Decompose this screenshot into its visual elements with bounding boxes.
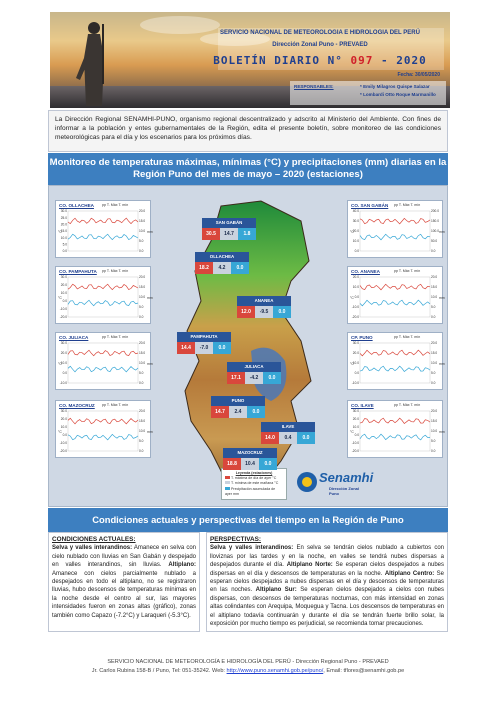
tick-label-left: 10.0	[60, 291, 67, 296]
tick-label-right: 10.0	[139, 295, 146, 300]
tick-label-right: 150.0	[431, 219, 439, 224]
pp-value: 0.0	[263, 372, 281, 384]
tick-label-right: 10.0	[139, 229, 146, 234]
tick-label-right: 5.0	[431, 439, 436, 444]
tick-label-left: -10.0	[351, 305, 359, 310]
senamhi-logo	[295, 468, 374, 496]
tick-label-right: 15.0	[139, 285, 146, 290]
station-values	[202, 228, 256, 240]
statue-icon	[74, 18, 114, 108]
chart-legend: pp T. Máx T. mín	[102, 403, 129, 407]
tick-label-left: 20.0	[60, 351, 67, 356]
tick-label-right: 15.0	[139, 219, 146, 224]
pp-value: 0.0	[259, 458, 277, 470]
tick-label-right: 0.0	[139, 315, 144, 320]
tick-label-left: 0.0	[354, 433, 359, 438]
chart-legend: pp T. Máx T. mín	[102, 335, 129, 339]
tick-label-left: -20.0	[59, 449, 67, 454]
tick-label-right: 10.0	[139, 429, 146, 434]
bulletin-year: - 2020	[380, 54, 427, 67]
bulletin-prefix: BOLETÍN DIARIO N°	[213, 54, 343, 67]
station-chart-juliaca	[55, 332, 151, 390]
axis-unit-left: °C	[58, 296, 62, 300]
station-label: OLLACHEA	[195, 252, 249, 262]
chart-legend: pp T. Máx T. mín	[394, 403, 421, 407]
station-label: MAZOCRUZ	[223, 448, 277, 458]
pp-value: 0.0	[231, 262, 249, 274]
intro-paragraph: La Dirección Regional SENAMHI-PUNO, organismo regional descentralizado y adscrito al Ministerio del Ambiente. Con fines de informar a la población y entes gubernamentales de la Región, edita el presente boletín, sobre monitoreo de las condiciones meteorológicas para el día y los escenarios para los próximos días.	[48, 110, 448, 152]
tick-label-right: 50.0	[431, 239, 438, 244]
axis-unit-right: mm	[147, 230, 153, 234]
plot-frame	[360, 277, 430, 317]
tick-label-left: -20.0	[59, 315, 67, 320]
tick-label-right: 20.0	[431, 275, 438, 280]
plot-frame	[360, 211, 430, 251]
bulletin-title	[190, 54, 450, 67]
chart-title: CP. PUNO	[351, 335, 373, 340]
tick-label-left: 40.0	[352, 209, 359, 214]
station-values	[195, 262, 249, 274]
tmax-value: 18.8	[223, 458, 241, 470]
axis-unit-right: mm	[439, 362, 445, 366]
chart-plot	[348, 333, 445, 389]
plot-frame	[360, 411, 430, 451]
bulletin-number: 097	[350, 54, 374, 67]
chart-legend: pp T. Máx T. mín	[394, 203, 421, 207]
tick-label-left: 0.0	[354, 295, 359, 300]
axis-unit-right: mm	[439, 296, 445, 300]
chart-title: CO. MAZOCRUZ	[59, 403, 95, 408]
station-label: SAN GABÁN	[202, 218, 256, 228]
tmax-line	[360, 350, 430, 356]
tick-label-left: 0.0	[62, 371, 67, 376]
tmax-line	[68, 284, 138, 289]
sun-icon	[295, 470, 319, 494]
tick-label-left: -10.0	[59, 381, 67, 386]
perspectives	[206, 532, 448, 632]
tmax-line	[360, 218, 430, 224]
tick-label-left: 0.0	[62, 299, 67, 304]
tmin-line	[360, 300, 430, 306]
tick-label-left: 30.0	[60, 209, 67, 214]
chart-plot	[348, 267, 445, 323]
tmax-line	[68, 218, 138, 224]
tmax-value: 14.7	[211, 406, 229, 418]
pp-value: 0.0	[247, 406, 265, 418]
tmax-value: 30.5	[202, 228, 220, 240]
axis-unit-right: mm	[147, 430, 153, 434]
station-values	[227, 372, 281, 384]
tick-label-left: 5.0	[62, 242, 67, 247]
tmax-value: 12.0	[237, 306, 255, 318]
tick-label-right: 0.0	[139, 249, 144, 254]
tick-label-left: -10.0	[351, 381, 359, 386]
legend-item: T. mínima de este mañana °C	[225, 481, 283, 486]
current-heading: CONDICIONES ACTUALES:	[52, 536, 136, 543]
monitoring-title: Monitoreo de temperaturas máximas, mínimas (°C) y precipitaciones (mm) diarias en la Región Puno del mes de mayo – 2020 (estaciones)	[48, 153, 448, 185]
chart-legend: pp T. Máx T. mín	[102, 269, 129, 273]
axis-unit-left: °C	[350, 296, 354, 300]
tick-label-left: 10.0	[352, 361, 359, 366]
tick-label-right: 15.0	[431, 351, 438, 356]
tmin-value: 0.4	[279, 432, 297, 444]
tick-label-left: 0.0	[354, 371, 359, 376]
chart-plot	[56, 267, 153, 323]
tick-label-left: 10.0	[60, 361, 67, 366]
tmin-line	[68, 366, 138, 372]
pp-value: 0.0	[273, 306, 291, 318]
legend-item: T. máxima de día de ayer °C	[225, 476, 283, 481]
logo-subtitle: Dirección Zonal Puno	[329, 486, 360, 496]
tick-label-right: 20.0	[139, 209, 146, 214]
chart-legend: pp T. Máx T. mín	[102, 203, 129, 207]
tmax-value: 18.2	[195, 262, 213, 274]
tmin-line	[360, 434, 430, 440]
tick-label-right: 20.0	[139, 275, 146, 280]
tick-label-right: 0.0	[431, 315, 436, 320]
axis-unit-left: °C	[350, 230, 354, 234]
tick-label-left: 20.0	[352, 229, 359, 234]
axis-unit-left: °C	[58, 362, 62, 366]
tick-label-right: 20.0	[431, 409, 438, 414]
perspectives-text: Selva y valles interandinos: En selva se tendrán cielos nublado a cubiertos con lloviznas por las tardes y en la noche, en valles se tendrá nubes dispersas a despejados durante el día. Altiplano Norte: Se esperan cielos despejados a nubes dispersas en el día y descensos de temperaturas en la noche. Altiplano Centro: Se esperan cielos despejados a nubes dispersas en el día y descensos de temperaturas en las noches. Altiplano Sur: Se esperan cielos despejados a cielos con nubes dispersas, con descensos de temperaturas nocturnas, con más intensidad en zonas altas colindantes con Arequipa, Moquegua y Tacna. Los descensos de temperaturas en el altiplano todavía continuarán y durante el día se tendrán fuerte brillo solar, la exposición por mucho tiempo es perjudicial, se recomienda tomar precauciones.	[210, 545, 445, 628]
tmin-line	[360, 234, 430, 240]
tick-label-left: 20.0	[60, 417, 67, 422]
tick-label-left: 10.0	[352, 425, 359, 430]
axis-unit-right: mm	[439, 430, 445, 434]
legend-item: Precipitación acumulada de ayer mm	[225, 486, 276, 496]
chart-plot	[348, 401, 445, 457]
axis-unit-right: mm	[439, 230, 445, 234]
current-text: Selva y valles interandinos: Amanece en selva con cielo nublado con lluvias en San Gabán y despejado en valles interandinos, sin lluvias. Altiplano: Amanece con cielos parcialmente nublado a despejados en todo el altiplano, no se registraron lluvias, hubo descensos de temperaturas mínimas en la noche desde el centro al sur, las mayores intensidades fueron en zonas altas (gráfico), zonas también como Capazo (-7.2°C) y Laraqueri (-5.3°C).	[52, 545, 196, 619]
responsible-name: * Lombardi Otto Roque Marmanillo	[360, 92, 436, 97]
pp-value: 0.0	[213, 342, 231, 354]
tick-label-right: 10.0	[431, 295, 438, 300]
tick-label-left: 30.0	[60, 409, 67, 414]
axis-unit-left: °C	[58, 230, 62, 234]
responsibles-box	[290, 81, 446, 105]
logo-name: Senamhi	[319, 470, 374, 485]
tick-label-right: 0.0	[139, 449, 144, 454]
monitoring-panel	[48, 185, 448, 507]
tick-label-left: -20.0	[351, 449, 359, 454]
header-banner	[50, 12, 450, 108]
tick-label-left: 25.0	[60, 215, 67, 220]
station-label: JULIACA	[227, 362, 281, 372]
chart-legend: pp T. Máx T. mín	[394, 269, 421, 273]
tmax-value: 14.4	[177, 342, 195, 354]
tick-label-right: 5.0	[139, 439, 144, 444]
bulletin-date: Fecha: 30/05/2020	[397, 72, 440, 78]
tick-label-right: 0.0	[431, 249, 436, 254]
tick-label-right: 10.0	[431, 361, 438, 366]
tmax-line	[68, 350, 138, 356]
tick-label-left: 10.0	[60, 425, 67, 430]
pp-value: 1.8	[238, 228, 256, 240]
tick-label-left: 30.0	[60, 275, 67, 280]
station-label: ILAVE	[261, 422, 315, 432]
chart-title: CO. SAN GABÁN	[351, 203, 389, 208]
axis-unit-left: °C	[58, 430, 62, 434]
station-values	[223, 458, 277, 470]
chart-plot	[56, 401, 153, 457]
chart-title: CO. ILAVE	[351, 403, 374, 408]
tick-label-right: 20.0	[139, 409, 146, 414]
station-chart-ollachea	[55, 200, 151, 258]
tmin-line	[360, 366, 430, 371]
chart-plot	[348, 201, 445, 257]
plot-frame	[68, 343, 138, 383]
tick-label-right: 20.0	[139, 341, 146, 346]
station-chart-sangaban	[347, 200, 443, 258]
plot-frame	[68, 277, 138, 317]
footer	[40, 658, 456, 676]
office-name: Dirección Zonal Puno - PREVAED	[272, 42, 368, 48]
plot-frame	[360, 343, 430, 383]
tick-label-left: 30.0	[60, 341, 67, 346]
tmin-value: -7.0	[195, 342, 213, 354]
tmax-line	[360, 284, 430, 290]
tick-label-left: -20.0	[351, 315, 359, 320]
tick-label-right: 15.0	[431, 285, 438, 290]
footer-line: Jr. Carlos Rubina 158-B / Puno, Tel: 051-35242. Web: http://www.puno.senamhi.gob.pe/puno/, Email: tflores@senamhi.gob.pe	[91, 668, 405, 674]
tmin-value: 2.4	[229, 406, 247, 418]
tick-label-right: 15.0	[139, 351, 146, 356]
tick-label-left: -10.0	[59, 307, 67, 312]
tmax-value: 17.1	[227, 372, 245, 384]
axis-unit-left: °C	[350, 430, 354, 434]
chart-plot	[56, 201, 153, 257]
pp-value: 0.0	[297, 432, 315, 444]
website-link[interactable]: http://www.puno.senamhi.gob.pe/puno/	[226, 668, 324, 674]
tick-label-left: -10.0	[351, 441, 359, 446]
tmin-value: 10.4	[241, 458, 259, 470]
institution-name: SERVICIO NACIONAL DE METEOROLOGIA E HIDROLOGIA DEL PERÚ	[220, 30, 420, 36]
tmin-value: 14.7	[220, 228, 238, 240]
chart-title: CO. JULIACA	[59, 335, 89, 340]
chart-title: CO. ANANEA	[351, 269, 380, 274]
tick-label-right: 5.0	[139, 239, 144, 244]
tick-label-right: 5.0	[139, 305, 144, 310]
tmin-line	[68, 234, 138, 239]
responsibles-label: RESPONSABLES:	[294, 84, 334, 89]
plot-frame	[68, 211, 138, 251]
tmax-line	[360, 418, 430, 423]
tick-label-left: 20.0	[60, 283, 67, 288]
tick-label-right: 0.0	[431, 381, 436, 386]
tick-label-right: 5.0	[139, 371, 144, 376]
tick-label-left: 15.0	[60, 229, 67, 234]
station-values	[261, 432, 315, 444]
tick-label-right: 5.0	[431, 371, 436, 376]
tick-label-left: 20.0	[352, 417, 359, 422]
station-values	[177, 342, 231, 354]
tick-label-left: 30.0	[352, 219, 359, 224]
tick-label-right: 15.0	[139, 419, 146, 424]
plot-frame	[68, 411, 138, 451]
tmin-line	[68, 434, 138, 440]
responsible-name: * Emily Milagros Quispe Salazar	[360, 84, 430, 89]
tick-label-right: 20.0	[431, 341, 438, 346]
chart-title: CO. OLLACHEA	[59, 203, 94, 208]
tick-label-left: 10.0	[352, 285, 359, 290]
legend-title: Leyenda (estaciones)	[235, 471, 273, 475]
tick-label-left: 30.0	[352, 409, 359, 414]
chart-plot	[56, 333, 153, 389]
tick-label-right: 200.0	[431, 209, 439, 214]
tick-label-left: 20.0	[352, 275, 359, 280]
station-values	[211, 406, 265, 418]
tick-label-right: 15.0	[431, 419, 438, 424]
tick-label-right: 0.0	[139, 381, 144, 386]
axis-unit-right: mm	[147, 362, 153, 366]
chart-legend: pp T. Máx T. mín	[394, 335, 421, 339]
map-legend	[221, 468, 287, 500]
tick-label-right: 5.0	[431, 305, 436, 310]
tick-label-left: 0.0	[62, 249, 67, 254]
tick-label-left: -10.0	[59, 441, 67, 446]
tick-label-right: 100.0	[431, 229, 439, 234]
tick-label-left: 0.0	[354, 249, 359, 254]
station-label: PUNO	[211, 396, 265, 406]
axis-unit-left: °C	[350, 362, 354, 366]
tick-label-right: 10.0	[139, 361, 146, 366]
station-chart-puno	[347, 332, 443, 390]
station-chart-pampahuta	[55, 266, 151, 324]
current-conditions	[48, 532, 200, 632]
tick-label-right: 10.0	[431, 429, 438, 434]
station-chart-ilave	[347, 400, 443, 458]
tmin-line	[68, 300, 138, 306]
tick-label-left: 10.0	[60, 235, 67, 240]
tick-label-left: 30.0	[352, 341, 359, 346]
station-chart-ananea	[347, 266, 443, 324]
tmax-value: 14.0	[261, 432, 279, 444]
tick-label-left: 0.0	[62, 433, 67, 438]
station-values	[237, 306, 291, 318]
footer-line: SERVICIO NACIONAL DE METEOROLOGÍA E HIDROLOGÍA DEL PERÚ - Dirección Regional Puno - PREVAED	[107, 659, 389, 665]
perspectives-heading: PERSPECTIVAS:	[210, 536, 262, 543]
conditions-title: Condiciones actuales y perspectivas del tiempo en la Región de Puno	[48, 508, 448, 532]
tmax-line	[68, 418, 138, 424]
axis-unit-right: mm	[147, 296, 153, 300]
station-label: ANANEA	[237, 296, 291, 306]
station-label: PAMPAHUTA	[177, 332, 231, 342]
station-chart-mazocruz	[55, 400, 151, 458]
tmin-value: -4.2	[245, 372, 263, 384]
tick-label-left: 20.0	[352, 351, 359, 356]
chart-title: CO. PAMPAHUTA	[59, 269, 97, 274]
tick-label-left: 10.0	[352, 239, 359, 244]
tmin-value: -9.5	[255, 306, 273, 318]
tmin-value: 4.2	[213, 262, 231, 274]
tick-label-right: 0.0	[431, 449, 436, 454]
tick-label-left: 20.0	[60, 222, 67, 227]
